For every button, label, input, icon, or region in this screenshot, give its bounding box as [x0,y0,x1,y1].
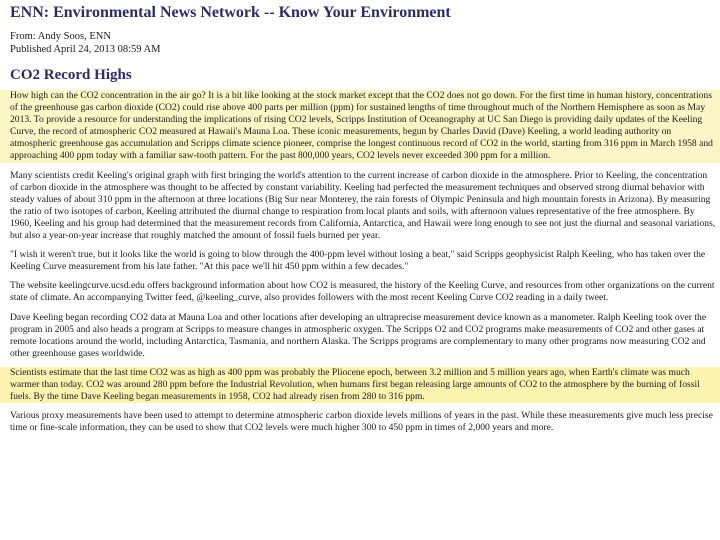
byline: From: Andy Soos, ENN [10,31,111,42]
article-meta [10,30,716,56]
article-title: CO2 Record Highs [10,67,132,83]
site-title[interactable]: ENN: Environmental News Network -- Know Your Environment [10,4,451,21]
paragraph-1: How high can the CO2 concentration in the air go? It is a bit like looking at the stock market except that the CO2 does not go down. For the first time in human history, concentrations of the greenhouse gas carbon dioxide (CO2) could rise above 400 parts per million (ppm) for sustained lengths of time throughout much of the Northern Hemisphere as soon as May 2013. To provide a resource for understanding the implications of rising CO2 levels, Scripps Institution of Oceanography at UC San Diego is providing daily updates of the Keeling Curve, the record of atmospheric CO2 measured at Hawaii's Mauna Loa. These iconic measurements, begun by Charles David (Dave) Keeling, a world leading authority on atmospheric greenhouse gas accumulation and Scripps climate science pioneer, comprise the longest continuous record of CO2 in the world, starting from 316 ppm in March 1958 and approaching 400 ppm today with a familiar saw-tooth pattern. For the past 800,000 years, CO2 levels never exceeded 300 ppm for a million. [0,90,720,163]
article-page [10,0,716,441]
paragraph-3: "I wish it weren't true, but it looks like the world is going to blow through the 400-ppm level without losing a beat," said Scripps geophysicist Ralph Keeling, who has taken over the Keeling Curve measurement from his late father. "At this pace we'll hit 450 ppm within a few decades." [10,249,706,273]
paragraph-5: Dave Keeling began recording CO2 data at Mauna Loa and other locations after developing an ultraprecise measurement device known as a manometer. Ralph Keeling took over the program in 2005 and also heads a program at Scripps to measure changes in atmospheric oxygen. The Scripps O2 and CO2 programs make measurements of CO2 and other gases at remote locations around the world, including Antarctica, Tasmania, and northern Alaska. The Scripps programs are complementary to many other programs now measuring CO2 and other greenhouse gases worldwide. [10,311,707,359]
paragraph-4: The website keelingcurve.ucsd.edu offers background information about how CO2 is measured, the history of the Keeling Curve, and resources from other organizations on the current state of climate. An accompanying Twitter feed, @keeling_curve, also provides followers with the most recent Keeling Curve CO2 reading in a daily tweet. [10,280,715,304]
paragraph-6: Scientists estimate that the last time CO2 was as high as 400 ppm was probably the Pliocene epoch, between 3.2 million and 5 million years ago, when Earth's climate was much warmer than today. CO2 was around 280 ppm before the Industrial Revolution, when humans first began releasing large amounts of CO2 to the atmosphere by the burning of fossil fuels. By the time Dave Keeling began measurements in 1958, CO2 had already risen from 280 to 316 ppm. [0,367,720,403]
paragraph-7: Various proxy measurements have been used to attempt to determine atmospheric carbon dioxide levels millions of years in the past. While these measurements give much less precise time or fine-scale information, they can be used to show that CO2 levels were much higher 300 to 450 ppm in times of 2,000 years and more. [10,410,713,434]
published-date: Published April 24, 2013 08:59 AM [10,44,161,55]
paragraph-2: Many scientists credit Keeling's original graph with first bringing the world's attention to the current increase of carbon dioxide in the atmosphere. Prior to Keeling, the concentration of carbon dioxide in the atmosphere was thought to be affected by constant variability. Keeling had perfected the measurement techniques and observed strong diurnal behavior with steady values of about 310 ppm in the afternoon at three locations (Big Sur near Monterey, the rain forests of Olympic Peninsula and high mountain forests in Arizona). By measuring the ratio of two isotopes of carbon, Keeling attributed the diurnal change to respiration from local plants and soils, with afternoon values representative of the free atmosphere. By 1960, Keeling and his group had determined that the measurement records from California, Antarctica, and Hawaii were long enough to see not just the diurnal and seasonal variations, but also a year-on-year increase that roughly matched the amount of fossil fuels burned per year. [10,169,716,242]
page-bottom-mask [0,510,720,540]
